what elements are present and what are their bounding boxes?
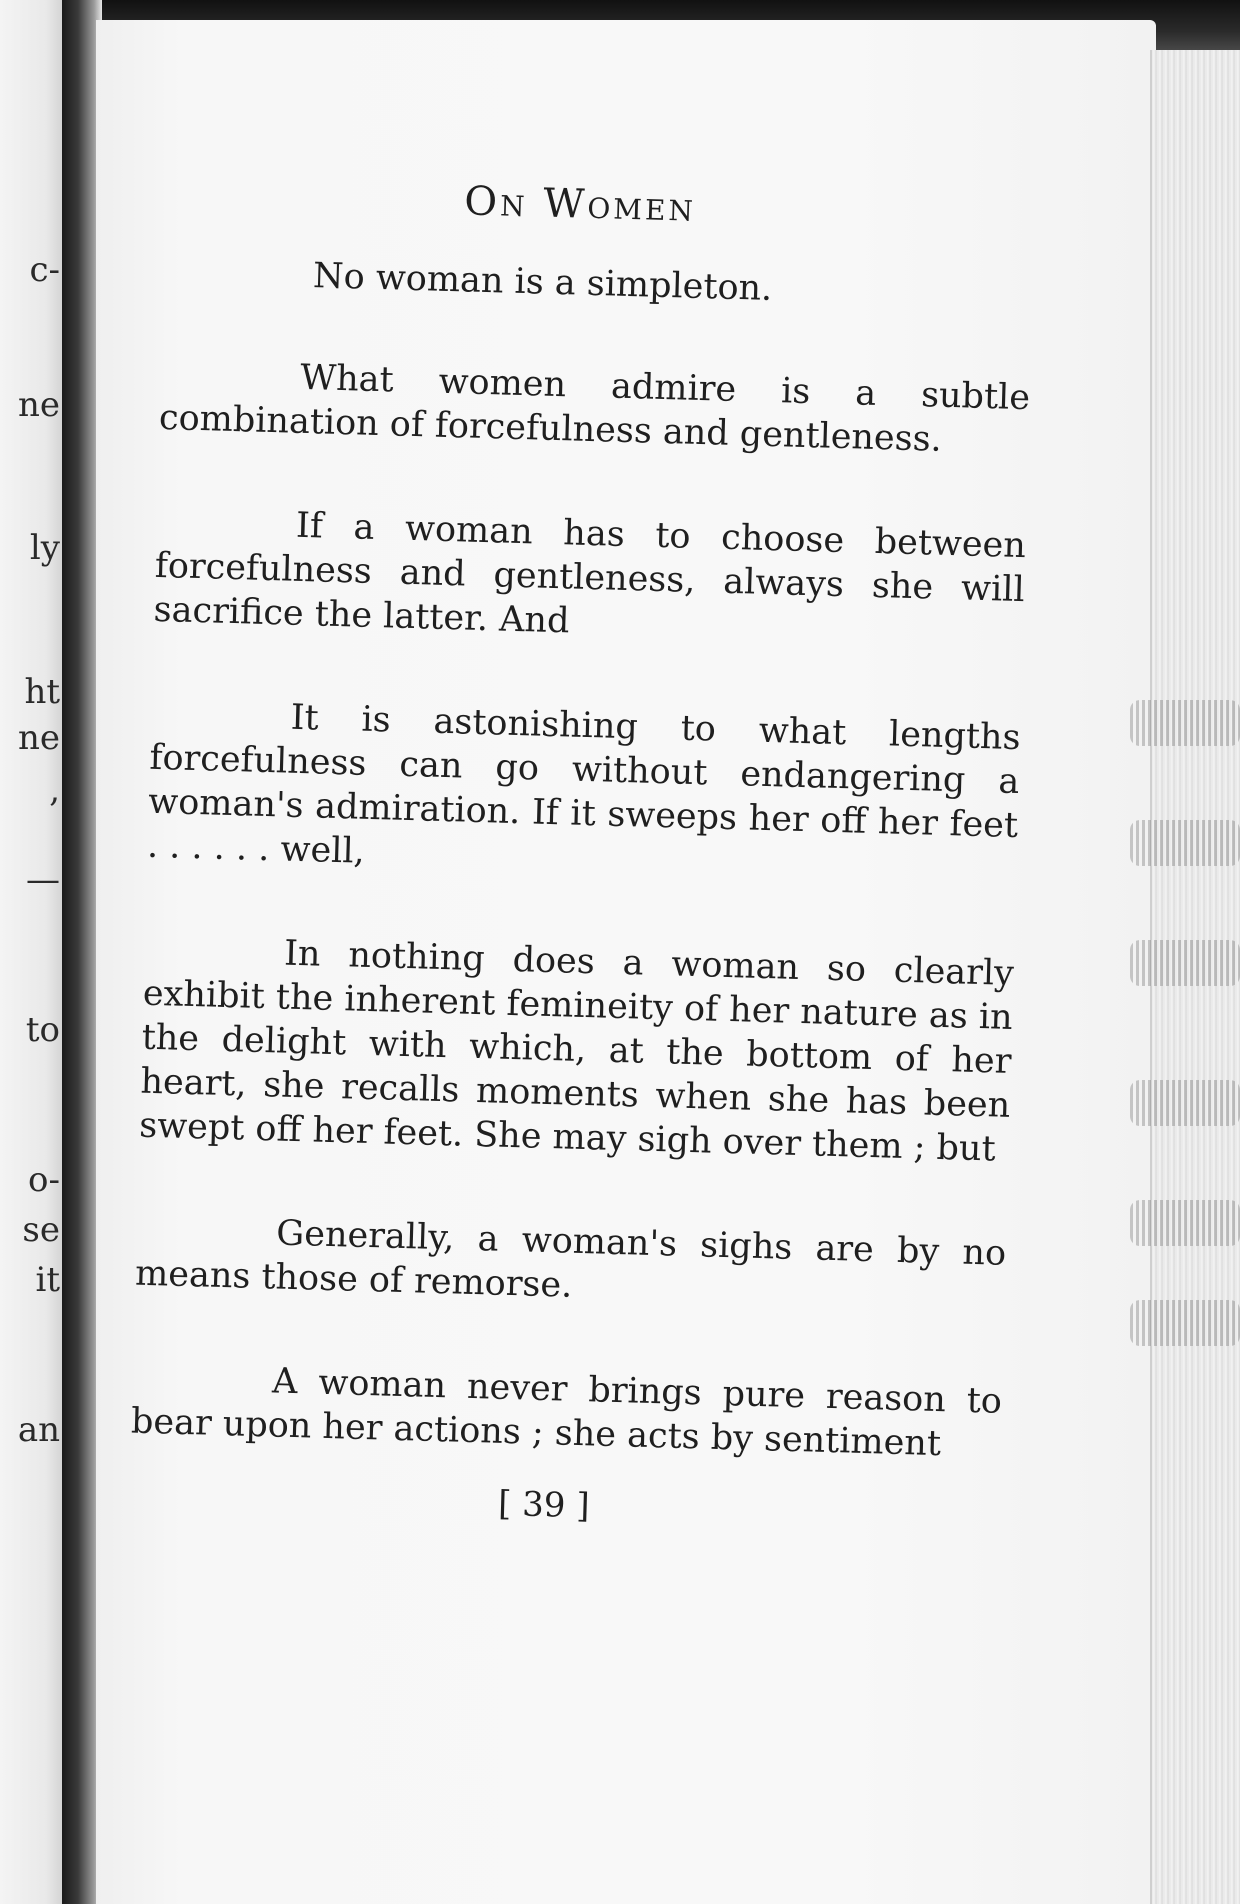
- left-page-fragment: o-: [28, 1160, 60, 1200]
- fore-edge-mark: [1130, 1080, 1240, 1126]
- left-page-fragment: ht: [24, 672, 60, 712]
- paragraph: It is astonishing to what lengths forcefulness can go without endangering a woman's admiration. If it sweeps her off her feet . . . . . . well,: [146, 697, 1022, 872]
- left-page-fragment: ,: [49, 770, 60, 810]
- left-page-fragment: to: [25, 1010, 60, 1050]
- fore-edge-mark: [1130, 700, 1240, 746]
- left-page-fragment: ne: [17, 385, 60, 425]
- left-page-fragment: it: [35, 1260, 60, 1300]
- paragraph: No woman is a simpleton.: [312, 256, 773, 309]
- paragraph: In nothing does a woman so clearly exhibit the inherent femineity of her nature as in the delight with which, at the bottom of her heart, she recalls moments when she has been swept off her feet. She may sigh over them ; but: [138, 933, 1015, 1170]
- left-page-fragment: se: [22, 1210, 60, 1250]
- previous-page-edge: [0, 0, 66, 1904]
- left-page-fragment: an: [17, 1410, 60, 1450]
- page-heading: On Women: [463, 178, 697, 231]
- paragraph: What women admire is a subtle combination of forcefulness and gentleness.: [158, 357, 1031, 460]
- paragraph: Generally, a woman's sighs are by no means those of remorse.: [134, 1213, 1007, 1306]
- left-page-fragment: ly: [29, 528, 60, 568]
- fore-edge-mark: [1130, 820, 1240, 866]
- paragraph: A woman never brings pure reason to bear upon her actions ; she acts by sentiment: [130, 1361, 1003, 1465]
- left-page-fragment: ne: [17, 718, 60, 758]
- left-page-fragment: —: [26, 860, 60, 900]
- paragraph: If a woman has to choose between forcefulness and gentleness, always she will sacrifice the latter. And: [153, 505, 1027, 642]
- fore-edge-mark: [1130, 1300, 1240, 1346]
- page-number: [ 39 ]: [497, 1483, 591, 1527]
- book-page: [96, 20, 1156, 1904]
- page-text-block: [128, 170, 1035, 1538]
- fore-edge-mark: [1130, 940, 1240, 986]
- left-page-fragment: c-: [29, 250, 60, 290]
- fore-edge-mark: [1130, 1200, 1240, 1246]
